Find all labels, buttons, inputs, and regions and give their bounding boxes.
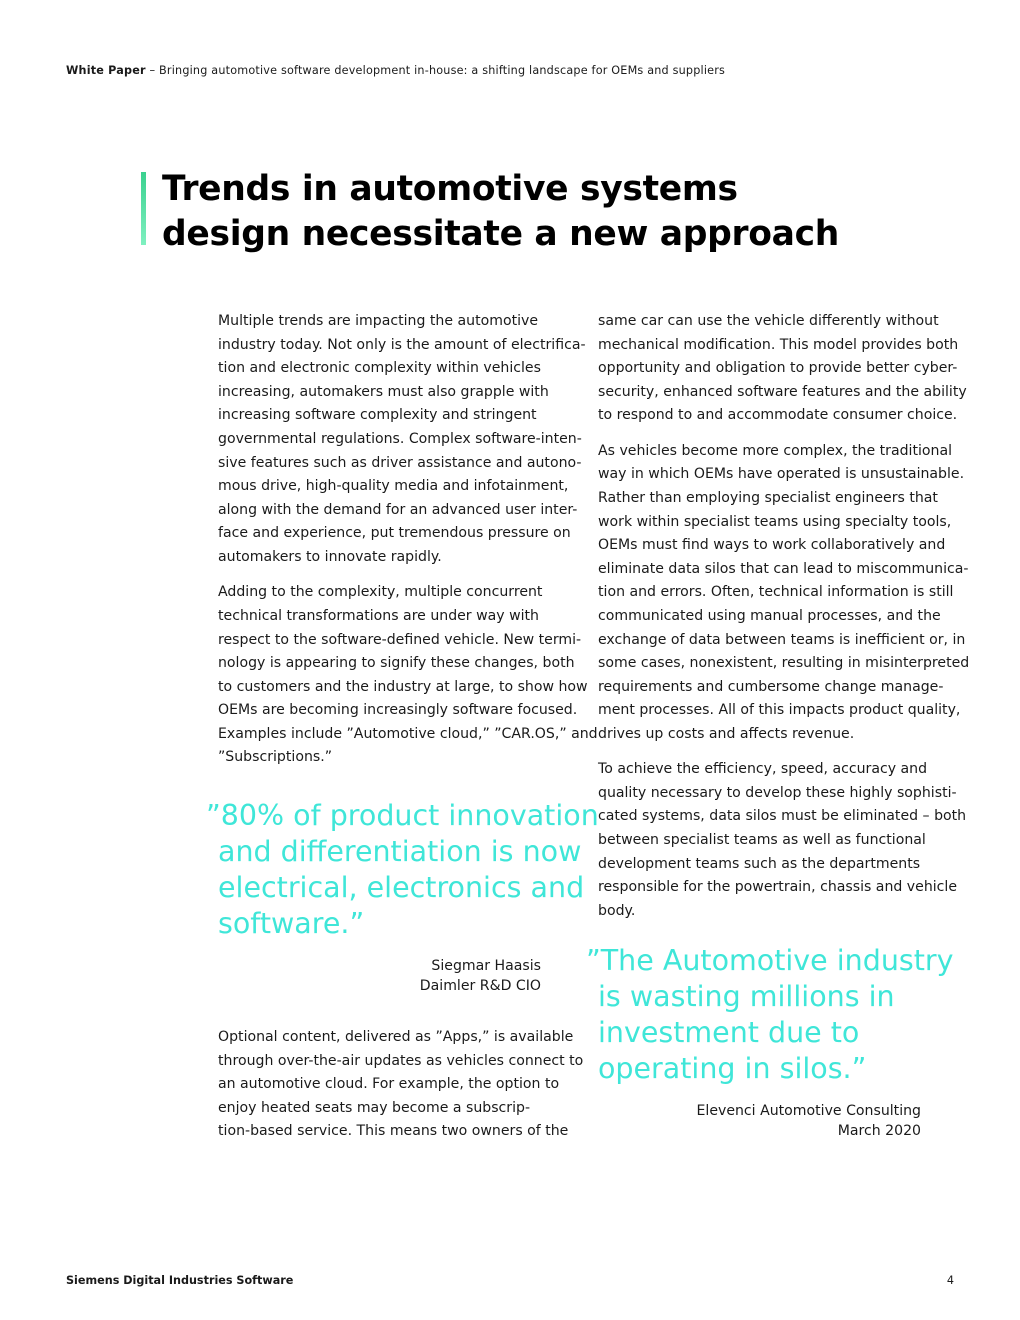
quote-line: software.” [218, 907, 365, 941]
page-number: 4 [946, 1274, 954, 1287]
quote-line: investment due to [598, 1016, 860, 1050]
quote-line: and differentiation is now [218, 835, 582, 869]
attribution-date: March 2020 [837, 1123, 921, 1140]
text-line: Examples include ”Automotive cloud,” ”CAR.OS,” and [218, 725, 598, 742]
text-line: face and experience, put tremendous pressure on [218, 525, 571, 542]
text-line: Rather than employing specialist engineers that [598, 489, 938, 506]
text-line: eliminate data silos that can lead to miscommunica- [598, 560, 969, 577]
text-line: increasing, automakers must also grapple with [218, 383, 549, 400]
text-line: enjoy heated seats may become a subscrip- [218, 1099, 531, 1116]
quote-line: electrical, electronics and [218, 871, 585, 905]
text-line: mous drive, high-quality media and infotainment, [218, 478, 569, 495]
text-line: automakers to innovate rapidly. [218, 548, 442, 565]
text-line: work within specialist teams using specialty tools, [598, 513, 952, 530]
title-accent-bar [141, 172, 146, 245]
text-line: between specialist teams as well as functional [598, 832, 926, 849]
body-paragraph [598, 758, 967, 923]
text-line: respect to the software-defined vehicle. New termi- [218, 631, 582, 648]
quote-line: is wasting millions in [598, 980, 895, 1014]
text-line: quality necessary to develop these highly sophisti- [598, 784, 957, 801]
text-line: Optional content, delivered as ”Apps,” is available [218, 1029, 574, 1046]
text-line: tion and errors. Often, technical information is still [598, 584, 954, 601]
text-line: ”Subscriptions.” [218, 749, 332, 766]
text-line: tion-based service. This means two owners of the [218, 1123, 569, 1140]
text-line: development teams such as the departments [598, 855, 921, 872]
text-line: to respond to and accommodate consumer choice. [598, 407, 958, 424]
running-header [66, 64, 966, 77]
quote-line: ”The Automotive industry [586, 944, 954, 978]
title-line: Trends in automotive systems [162, 169, 738, 209]
text-line: Multiple trends are impacting the automotive [218, 313, 539, 329]
pull-quote [206, 798, 599, 942]
text-line: technical transformations are under way with [218, 607, 539, 624]
text-line: same car can use the vehicle differently without [598, 313, 939, 329]
text-line: responsible for the powertrain, chassis and vehicle [598, 879, 957, 896]
text-line: tion and electronic complexity within vehicles [218, 360, 541, 377]
text-line: through over-the-air updates as vehicles connect to [218, 1052, 584, 1069]
quote-attribution [598, 1101, 921, 1141]
text-line: sive features such as driver assistance and autono- [218, 454, 582, 471]
text-line: cated systems, data silos must be eliminated – both [598, 808, 967, 825]
text-line: As vehicles become more complex, the traditional [598, 442, 953, 459]
text-line: an automotive cloud. For example, the option to [218, 1076, 560, 1093]
attribution-source: Elevenci Automotive Consulting [696, 1103, 921, 1120]
text-line: drives up costs and affects revenue. [598, 725, 855, 742]
text-line: increasing software complexity and stringent [218, 407, 537, 424]
text-line: governmental regulations. Complex software-inten- [218, 430, 582, 447]
pull-quote [586, 943, 958, 1087]
footer-company: Siemens Digital Industries Software [66, 1274, 294, 1287]
text-line: communicated using manual processes, and the [598, 607, 941, 624]
text-line: nology is appearing to signify these changes, both [218, 655, 575, 672]
quote-line: operating in silos.” [598, 1052, 867, 1086]
text-line: To achieve the efficiency, speed, accuracy and [598, 761, 928, 778]
title-line: design necessitate a new approach [162, 214, 840, 254]
text-line: some cases, nonexistent, resulting in misinterpreted [598, 655, 970, 672]
body-paragraph [598, 440, 970, 747]
text-line: OEMs must find ways to work collaboratively and [598, 537, 946, 554]
text-line: along with the demand for an advanced user inter- [218, 501, 578, 518]
text-line: way in which OEMs have operated is unsustainable. [598, 466, 965, 483]
text-line: requirements and cumbersome change manage- [598, 678, 944, 695]
quote-line: ”80% of product innovation [206, 799, 599, 833]
body-paragraph [598, 310, 967, 428]
text-line: to customers and the industry at large, to show how [218, 678, 588, 695]
text-line: OEMs are becoming increasingly software focused. [218, 702, 578, 719]
header-label: White Paper [66, 64, 146, 77]
left-column [206, 310, 599, 1156]
text-line: ment processes. All of this impacts product quality, [598, 702, 961, 719]
text-line: Adding to the complexity, multiple concurrent [218, 584, 543, 601]
attribution-name: Siegmar Haasis [431, 958, 541, 975]
page-title [162, 167, 922, 257]
body-paragraph [218, 310, 586, 570]
text-line: exchange of data between teams is inefficient or, in [598, 631, 966, 648]
text-line: industry today. Not only is the amount of electrifica- [218, 336, 586, 353]
right-column [586, 310, 970, 1141]
body-paragraph [218, 581, 598, 770]
text-line: security, enhanced software features and the ability [598, 383, 967, 400]
header-separator: – [145, 64, 160, 77]
header-text: Bringing automotive software development in-house: a shifting landscape for OEMs and suppliers [159, 64, 726, 77]
text-line: mechanical modification. This model provides both [598, 336, 959, 353]
body-paragraph [218, 1026, 584, 1144]
attribution-role: Daimler R&D CIO [419, 978, 541, 995]
text-line: opportunity and obligation to provide better cyber- [598, 360, 958, 377]
quote-attribution [218, 956, 541, 996]
text-line: body. [598, 902, 636, 919]
